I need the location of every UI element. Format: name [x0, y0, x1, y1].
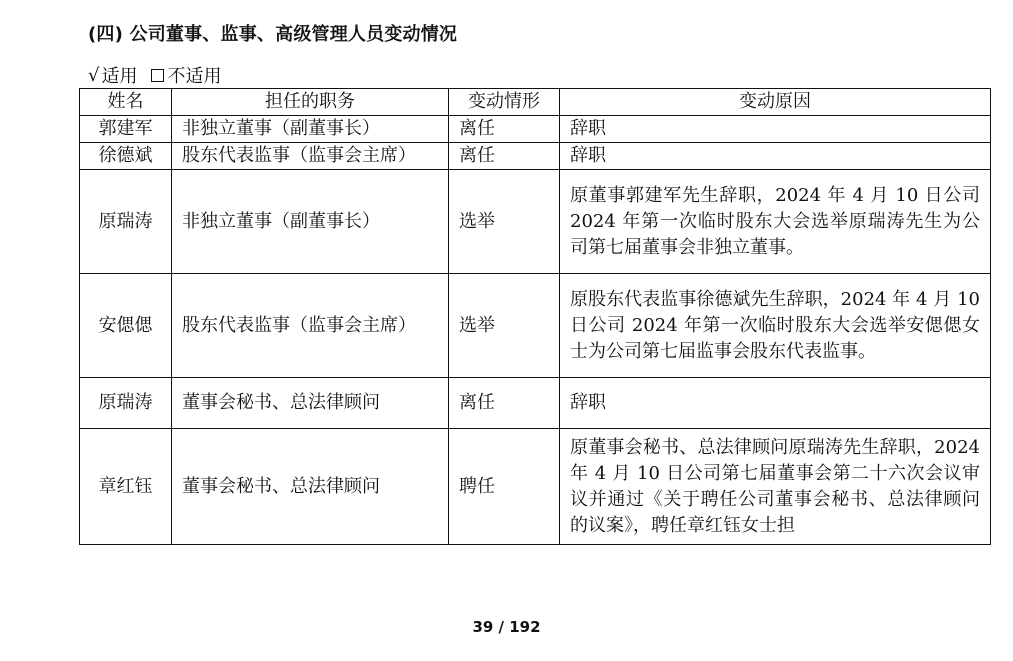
cell-change: 选举 — [449, 170, 560, 274]
applicable-label: 适用 — [101, 66, 138, 87]
cell-reason: 原股东代表监事徐德斌先生辞职，2024 年 4 月 10 日公司 2024 年第一次临时股东大会选举安偲偲女士为公司第七届监事会股东代表监事。 — [560, 274, 991, 378]
header-change-reason: 变动原因 — [560, 89, 991, 116]
cell-position: 非独立董事（副董事长） — [172, 170, 449, 274]
cell-position: 非独立董事（副董事长） — [172, 116, 449, 143]
table-row — [80, 429, 991, 545]
cell-reason: 辞职 — [560, 143, 991, 170]
section-title: (四) 公司董事、监事、高级管理人员变动情况 — [88, 24, 458, 45]
checkmark-icon: √ — [88, 64, 100, 86]
cell-name: 原瑞涛 — [80, 170, 172, 274]
cell-reason: 原董事郭建军先生辞职，2024 年 4 月 10 日公司 2024 年第一次临时股东大会选举原瑞涛先生为公司第七届董事会非独立董事。 — [560, 170, 991, 274]
cell-position: 董事会秘书、总法律顾问 — [172, 378, 449, 429]
page-number: 39 / 192 — [472, 618, 541, 636]
cell-reason: 辞职 — [560, 116, 991, 143]
cell-change: 选举 — [449, 274, 560, 378]
cell-change: 离任 — [449, 143, 560, 170]
table-header-row — [80, 89, 991, 116]
not-applicable-label: 不适用 — [167, 66, 222, 87]
cell-name: 安偲偲 — [80, 274, 172, 378]
applicability-options — [88, 62, 221, 88]
cell-reason: 辞职 — [560, 378, 991, 429]
cell-reason: 原董事会秘书、总法律顾问原瑞涛先生辞职，2024 年 4 月 10 日公司第七届董事会第二十六次会议审议并通过《关于聘任公司董事会秘书、总法律顾问的议案》，聘任章红钰女士担 — [560, 429, 991, 545]
cell-change: 聘任 — [449, 429, 560, 545]
personnel-changes-table — [79, 88, 991, 545]
cell-change: 离任 — [449, 378, 560, 429]
cell-position: 股东代表监事（监事会主席） — [172, 143, 449, 170]
empty-checkbox-icon — [151, 69, 164, 82]
table-row — [80, 116, 991, 143]
cell-name: 原瑞涛 — [80, 378, 172, 429]
table-row — [80, 170, 991, 274]
header-change-type: 变动情形 — [449, 89, 560, 116]
header-name: 姓名 — [80, 89, 172, 116]
cell-name: 郭建军 — [80, 116, 172, 143]
cell-position: 董事会秘书、总法律顾问 — [172, 429, 449, 545]
cell-name: 徐德斌 — [80, 143, 172, 170]
header-position: 担任的职务 — [172, 89, 449, 116]
table-row — [80, 274, 991, 378]
cell-position: 股东代表监事（监事会主席） — [172, 274, 449, 378]
cell-name: 章红钰 — [80, 429, 172, 545]
cell-change: 离任 — [449, 116, 560, 143]
table-row — [80, 378, 991, 429]
table-row — [80, 143, 991, 170]
